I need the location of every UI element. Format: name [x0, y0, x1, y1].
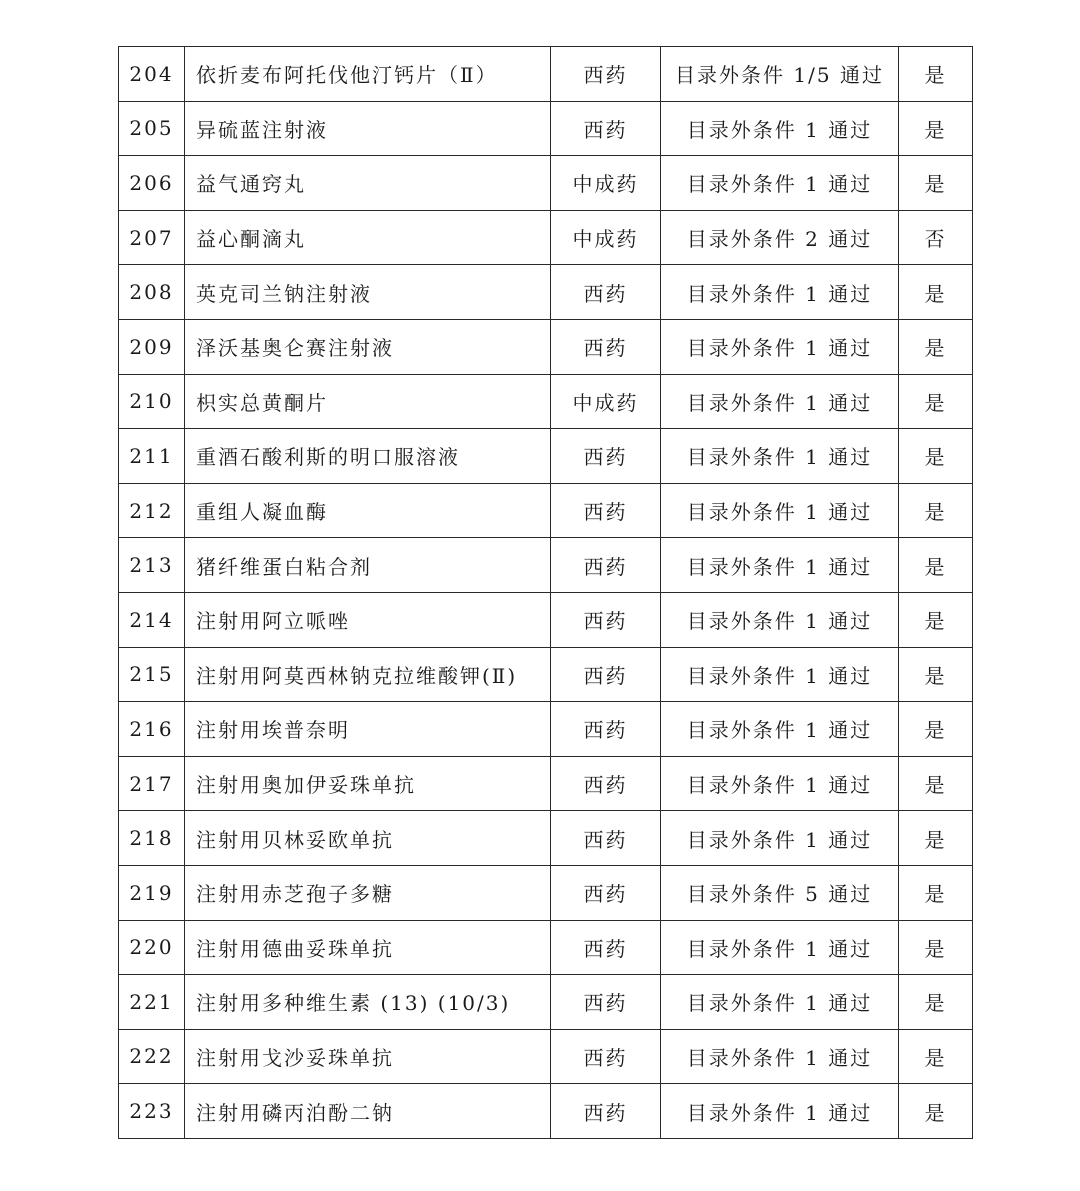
table-row — [119, 210, 973, 265]
table-row — [119, 920, 973, 975]
table-row — [119, 319, 973, 374]
review-condition: 目录外条件 1 通过 — [661, 1029, 899, 1084]
row-number: 204 — [119, 47, 185, 102]
drug-type: 西药 — [551, 975, 661, 1030]
row-number: 221 — [119, 975, 185, 1030]
pass-flag: 是 — [899, 702, 973, 757]
row-number: 217 — [119, 756, 185, 811]
drug-list-table — [118, 46, 973, 1139]
drug-name: 注射用磷丙泊酚二钠 — [185, 1084, 551, 1139]
row-number: 211 — [119, 429, 185, 484]
table-row — [119, 538, 973, 593]
row-number: 223 — [119, 1084, 185, 1139]
drug-type: 中成药 — [551, 210, 661, 265]
drug-name: 英克司兰钠注射液 — [185, 265, 551, 320]
drug-type: 中成药 — [551, 374, 661, 429]
pass-flag: 是 — [899, 538, 973, 593]
review-condition: 目录外条件 1 通过 — [661, 756, 899, 811]
table-body — [119, 47, 973, 1139]
drug-type: 西药 — [551, 429, 661, 484]
pass-flag: 是 — [899, 319, 973, 374]
review-condition: 目录外条件 1 通过 — [661, 429, 899, 484]
pass-flag: 是 — [899, 429, 973, 484]
row-number: 210 — [119, 374, 185, 429]
drug-name: 注射用阿立哌唑 — [185, 592, 551, 647]
drug-name: 依折麦布阿托伐他汀钙片（Ⅱ） — [185, 47, 551, 102]
review-condition: 目录外条件 5 通过 — [661, 865, 899, 920]
drug-name: 注射用贝林妥欧单抗 — [185, 811, 551, 866]
drug-name: 猪纤维蛋白粘合剂 — [185, 538, 551, 593]
drug-name: 益气通窍丸 — [185, 156, 551, 211]
pass-flag: 是 — [899, 156, 973, 211]
row-number: 209 — [119, 319, 185, 374]
row-number: 219 — [119, 865, 185, 920]
table-row — [119, 374, 973, 429]
drug-name: 益心酮滴丸 — [185, 210, 551, 265]
pass-flag: 是 — [899, 975, 973, 1030]
review-condition: 目录外条件 1 通过 — [661, 101, 899, 156]
table-row — [119, 975, 973, 1030]
pass-flag: 是 — [899, 47, 973, 102]
pass-flag: 是 — [899, 811, 973, 866]
drug-type: 西药 — [551, 702, 661, 757]
row-number: 213 — [119, 538, 185, 593]
review-condition: 目录外条件 1 通过 — [661, 702, 899, 757]
table-row — [119, 1084, 973, 1139]
table-row — [119, 1029, 973, 1084]
drug-type: 中成药 — [551, 156, 661, 211]
review-condition: 目录外条件 1 通过 — [661, 319, 899, 374]
review-condition: 目录外条件 1 通过 — [661, 647, 899, 702]
drug-type: 西药 — [551, 592, 661, 647]
review-condition: 目录外条件 1 通过 — [661, 811, 899, 866]
row-number: 218 — [119, 811, 185, 866]
review-condition: 目录外条件 1 通过 — [661, 975, 899, 1030]
table-row — [119, 647, 973, 702]
review-condition: 目录外条件 1 通过 — [661, 156, 899, 211]
pass-flag: 是 — [899, 1084, 973, 1139]
review-condition: 目录外条件 2 通过 — [661, 210, 899, 265]
drug-name: 注射用戈沙妥珠单抗 — [185, 1029, 551, 1084]
table-row — [119, 265, 973, 320]
drug-name: 注射用赤芝孢子多糖 — [185, 865, 551, 920]
document-page — [118, 46, 972, 1139]
pass-flag: 是 — [899, 865, 973, 920]
pass-flag: 是 — [899, 374, 973, 429]
review-condition: 目录外条件 1 通过 — [661, 1084, 899, 1139]
review-condition: 目录外条件 1 通过 — [661, 374, 899, 429]
pass-flag: 否 — [899, 210, 973, 265]
drug-type: 西药 — [551, 265, 661, 320]
drug-type: 西药 — [551, 647, 661, 702]
review-condition: 目录外条件 1/5 通过 — [661, 47, 899, 102]
drug-name: 注射用多种维生素 (13) (10/3) — [185, 975, 551, 1030]
table-row — [119, 811, 973, 866]
table-row — [119, 592, 973, 647]
pass-flag: 是 — [899, 647, 973, 702]
drug-type: 西药 — [551, 811, 661, 866]
drug-name: 注射用埃普奈明 — [185, 702, 551, 757]
table-row — [119, 702, 973, 757]
row-number: 207 — [119, 210, 185, 265]
pass-flag: 是 — [899, 1029, 973, 1084]
table-row — [119, 47, 973, 102]
drug-type: 西药 — [551, 538, 661, 593]
row-number: 216 — [119, 702, 185, 757]
pass-flag: 是 — [899, 101, 973, 156]
table-row — [119, 865, 973, 920]
row-number: 205 — [119, 101, 185, 156]
drug-type: 西药 — [551, 483, 661, 538]
drug-type: 西药 — [551, 101, 661, 156]
table-row — [119, 156, 973, 211]
row-number: 220 — [119, 920, 185, 975]
table-row — [119, 429, 973, 484]
row-number: 208 — [119, 265, 185, 320]
review-condition: 目录外条件 1 通过 — [661, 265, 899, 320]
table-row — [119, 101, 973, 156]
row-number: 215 — [119, 647, 185, 702]
row-number: 222 — [119, 1029, 185, 1084]
review-condition: 目录外条件 1 通过 — [661, 920, 899, 975]
drug-name: 异硫蓝注射液 — [185, 101, 551, 156]
table-row — [119, 483, 973, 538]
pass-flag: 是 — [899, 592, 973, 647]
table-row — [119, 756, 973, 811]
drug-type: 西药 — [551, 1029, 661, 1084]
review-condition: 目录外条件 1 通过 — [661, 538, 899, 593]
drug-type: 西药 — [551, 920, 661, 975]
drug-type: 西药 — [551, 47, 661, 102]
row-number: 206 — [119, 156, 185, 211]
drug-name: 重酒石酸利斯的明口服溶液 — [185, 429, 551, 484]
drug-name: 注射用德曲妥珠单抗 — [185, 920, 551, 975]
drug-type: 西药 — [551, 319, 661, 374]
pass-flag: 是 — [899, 756, 973, 811]
drug-name: 重组人凝血酶 — [185, 483, 551, 538]
drug-type: 西药 — [551, 756, 661, 811]
drug-name: 注射用奥加伊妥珠单抗 — [185, 756, 551, 811]
review-condition: 目录外条件 1 通过 — [661, 592, 899, 647]
pass-flag: 是 — [899, 483, 973, 538]
drug-name: 泽沃基奥仑赛注射液 — [185, 319, 551, 374]
drug-type: 西药 — [551, 865, 661, 920]
pass-flag: 是 — [899, 920, 973, 975]
pass-flag: 是 — [899, 265, 973, 320]
review-condition: 目录外条件 1 通过 — [661, 483, 899, 538]
row-number: 212 — [119, 483, 185, 538]
drug-type: 西药 — [551, 1084, 661, 1139]
row-number: 214 — [119, 592, 185, 647]
drug-name: 枳实总黄酮片 — [185, 374, 551, 429]
drug-name: 注射用阿莫西林钠克拉维酸钾(Ⅱ) — [185, 647, 551, 702]
